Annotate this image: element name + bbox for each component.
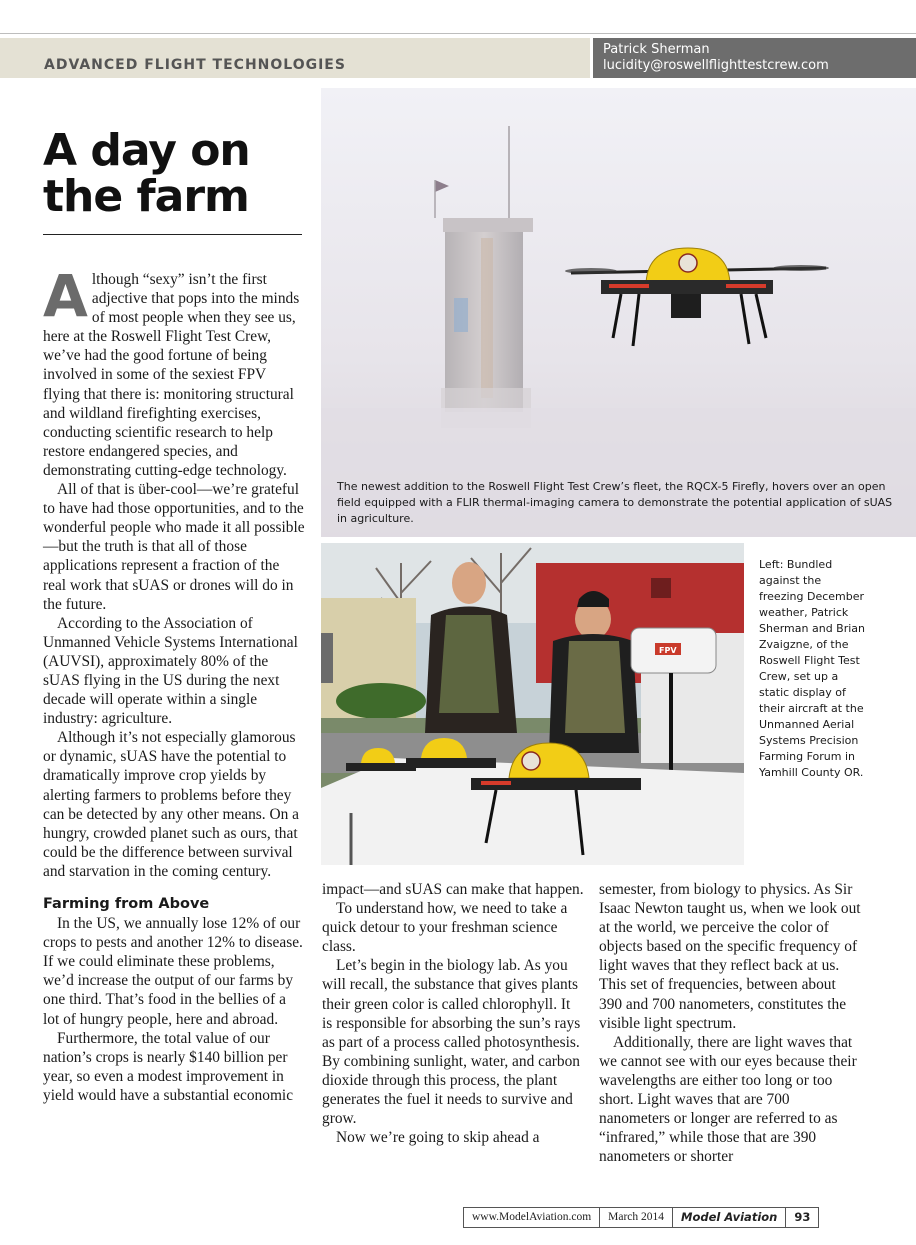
paragraph: Furthermore, the total value of our nation’s crops is nearly $140 billion per year, so even a modest improvement in yield would have a substantial economic xyxy=(43,1029,294,1104)
drone-hover-illustration xyxy=(321,88,916,537)
static-display-photo xyxy=(321,543,744,865)
paragraph: In the US, we annually lose 12% of our crops to pests and another 12% to disease. If we could eliminate these problems, we’d increase the output of our farms by one third. That’s food in the bellies of a lot of hungry people, here and abroad. xyxy=(43,915,303,1028)
article-column-1 xyxy=(43,262,305,1105)
drop-cap: A xyxy=(43,262,88,330)
paragraph: All of that is über-cool—we’re grateful to have had those opportunities, and to the wonderful people who made it all possible—but the truth is that all of those applications represent a fraction of the real work that sUAS or drones will do in the future. xyxy=(43,481,305,613)
footer-url[interactable]: www.ModelAviation.com xyxy=(464,1208,600,1227)
article-title: A day on the farm xyxy=(43,125,250,222)
paragraph: Although “sexy” isn’t the first adjective that pops into the minds of most people when they see us, here at the Roswell Flight Test Crew, we’ve had the good fortune of being involved in some of the sexiest FPV flying that there is: monitoring structural and wildland firefighting exercises, conducting scientific research to help restore endangered species, and demonstrating cutting-edge technology. xyxy=(43,262,300,479)
top-rule xyxy=(0,33,916,34)
paragraph: impact—and sUAS can make that happen. xyxy=(322,881,584,898)
paragraph: semester, from biology to physics. As Sir Isaac Newton taught us, when we look out at the world, we perceive the color of objects based on the specific frequency of light waves that they reflect back at us. This set of frequencies, between about 390 and 700 nanometers, constitutes the visible light spectrum. xyxy=(599,881,861,1032)
drone-hover-photo xyxy=(321,88,916,537)
article-column-2 xyxy=(322,880,584,1147)
page-footer xyxy=(463,1207,819,1228)
second-photo-caption: Left: Bundled against the freezing December weather, Patrick Sherman and Brian Zvaigzne, of the Roswell Flight Test Crew, set up a static display of their aircraft at the Unmanned Aerial Systems Precision Farming Forum in Yamhill County OR. xyxy=(759,558,866,779)
paragraph: Although it’s not especially glamorous or dynamic, sUAS have the potential to dramatically improve crop yields by alerting farmers to problems before they can be detected by any other means. On a hungry, crowded planet such as ours, that could be the difference between survival and starvation in the coming century. xyxy=(43,729,299,880)
author-email[interactable]: lucidity@roswellflighttestcrew.com xyxy=(603,58,829,73)
footer-date: March 2014 xyxy=(600,1208,673,1227)
title-rule xyxy=(43,234,302,235)
static-display-illustration xyxy=(321,543,744,865)
paragraph: Now we’re going to skip ahead a xyxy=(336,1129,540,1147)
footer-magazine: Model Aviation xyxy=(673,1208,786,1227)
paragraph: Let’s begin in the biology lab. As you will recall, the substance that gives plants their green color is called chlorophyll. It is responsible for absorbing the sun’s rays as part of a process called photosynthesis. By combining sunlight, water, and carbon dioxide through this process, the plant generates the fuel it needs to survive and grow. xyxy=(322,957,581,1128)
main-photo-caption: The newest addition to the Roswell Flight Test Crew’s fleet, the RQCX-5 Firefly, hovers over an open field equipped with a FLIR thermal-imaging camera to demonstrate the potential application of sUAS in agriculture. xyxy=(337,480,893,525)
paragraph: To understand how, we need to take a quick detour to your freshman science class. xyxy=(322,900,568,956)
author-name: Patrick Sherman xyxy=(603,42,710,57)
page-number: 93 xyxy=(794,1210,811,1224)
author-box xyxy=(593,38,916,78)
article-column-3 xyxy=(599,880,861,1166)
paragraph: Additionally, there are light waves that we cannot see with our eyes because their wavelengths are either too long or too short. Light waves that are 700 nanometers or longer are referred to as “infrared,” while those that are 390 nanometers or shorter xyxy=(599,1033,857,1166)
paragraph: According to the Association of Unmanned Vehicle Systems International (AUVSI), approximately 80% of the sUAS flying in the US during the next decade will operate within a single industry: agriculture. xyxy=(43,614,298,728)
section-title: ADVANCED FLIGHT TECHNOLOGIES xyxy=(44,57,346,73)
subheading: Farming from Above xyxy=(43,896,210,912)
fpv-label: FPV xyxy=(659,646,677,655)
